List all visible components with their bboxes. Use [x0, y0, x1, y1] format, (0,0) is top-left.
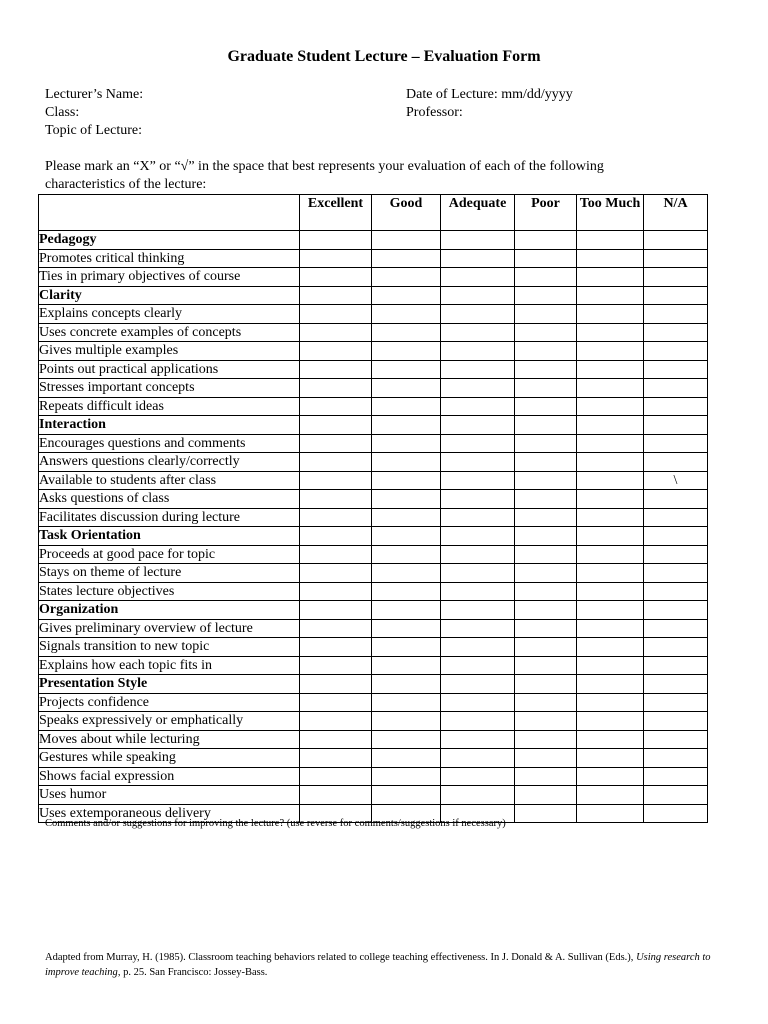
- rating-cell-excellent[interactable]: [300, 508, 372, 527]
- rating-cell-excellent[interactable]: [300, 453, 372, 472]
- section-heading: Organization: [39, 601, 300, 620]
- rating-cell-too-much[interactable]: [577, 342, 644, 361]
- criterion-label: Answers questions clearly/correctly: [39, 453, 300, 472]
- rating-cell-na[interactable]: [644, 564, 708, 583]
- rating-cell-adequate[interactable]: [441, 508, 515, 527]
- rating-cell-na[interactable]: [644, 305, 708, 324]
- rating-cell-na[interactable]: [644, 767, 708, 786]
- citation-italic-2: research to improve teaching: [45, 952, 711, 978]
- header-na: N/A: [644, 195, 708, 231]
- rating-cell-na[interactable]: [644, 749, 708, 768]
- empty-cell: [441, 527, 515, 546]
- rating-cell-excellent[interactable]: [300, 619, 372, 638]
- rating-cell-poor[interactable]: [515, 730, 577, 749]
- rating-cell-adequate[interactable]: [441, 490, 515, 509]
- rating-cell-adequate[interactable]: [441, 638, 515, 657]
- empty-cell: [372, 286, 441, 305]
- criterion-label: Moves about while lecturing: [39, 730, 300, 749]
- rating-cell-na[interactable]: [644, 397, 708, 416]
- info-left-block: [45, 86, 143, 140]
- header-adequate: Adequate: [441, 195, 515, 231]
- rating-cell-poor[interactable]: [515, 268, 577, 287]
- rating-cell-poor[interactable]: [515, 619, 577, 638]
- table-row: [39, 453, 708, 472]
- rating-cell-excellent[interactable]: [300, 545, 372, 564]
- rating-cell-excellent[interactable]: [300, 490, 372, 509]
- empty-cell: [644, 416, 708, 435]
- rating-cell-good[interactable]: [372, 638, 441, 657]
- rating-cell-excellent[interactable]: [300, 268, 372, 287]
- rating-cell-na[interactable]: [644, 360, 708, 379]
- table-row: [39, 434, 708, 453]
- rating-cell-poor[interactable]: [515, 323, 577, 342]
- empty-cell: [441, 416, 515, 435]
- empty-cell: [644, 527, 708, 546]
- table-row: [39, 749, 708, 768]
- rating-cell-too-much[interactable]: [577, 471, 644, 490]
- rating-cell-excellent[interactable]: [300, 379, 372, 398]
- criterion-label: Signals transition to new topic: [39, 638, 300, 657]
- comments-prompt: Comments and/or suggestions for improving the lecture? (use reverse for comments/suggestions if necessary): [45, 818, 506, 829]
- table-row: [39, 305, 708, 324]
- rating-cell-na[interactable]: [644, 804, 708, 823]
- empty-cell: [372, 601, 441, 620]
- rating-cell-adequate[interactable]: [441, 249, 515, 268]
- rating-cell-excellent[interactable]: [300, 564, 372, 583]
- rating-cell-good[interactable]: [372, 767, 441, 786]
- citation-part-1: Adapted from Murray, H. (1985). Classroom teaching behaviors related to college teaching effectiveness. In J. Donald & A. Sullivan (Eds.),: [45, 952, 637, 963]
- empty-cell: [644, 601, 708, 620]
- table-row: [39, 249, 708, 268]
- empty-cell: [515, 416, 577, 435]
- empty-cell: [300, 416, 372, 435]
- criterion-label: Uses extemporaneous delivery: [39, 804, 300, 823]
- rating-cell-poor[interactable]: [515, 638, 577, 657]
- criterion-label: Asks questions of class: [39, 490, 300, 509]
- rating-cell-adequate[interactable]: [441, 434, 515, 453]
- rating-cell-na[interactable]: [644, 342, 708, 361]
- rating-cell-good[interactable]: [372, 712, 441, 731]
- rating-cell-na[interactable]: [644, 249, 708, 268]
- rating-cell-poor[interactable]: [515, 786, 577, 805]
- rating-cell-adequate[interactable]: [441, 656, 515, 675]
- rating-cell-poor[interactable]: [515, 397, 577, 416]
- rating-cell-adequate[interactable]: [441, 582, 515, 601]
- citation-italic-1: Using: [636, 952, 662, 963]
- rating-cell-adequate[interactable]: [441, 360, 515, 379]
- rating-cell-excellent[interactable]: [300, 249, 372, 268]
- criterion-label: Ties in primary objectives of course: [39, 268, 300, 287]
- section-row: [39, 601, 708, 620]
- empty-cell: [300, 675, 372, 694]
- empty-cell: [300, 231, 372, 250]
- empty-cell: [577, 416, 644, 435]
- rating-cell-too-much[interactable]: [577, 749, 644, 768]
- criterion-label: Encourages questions and comments: [39, 434, 300, 453]
- form-title: Graduate Student Lecture – Evaluation Form: [227, 48, 541, 65]
- empty-cell: [300, 527, 372, 546]
- rating-cell-excellent[interactable]: [300, 749, 372, 768]
- rating-cell-good[interactable]: [372, 730, 441, 749]
- rating-cell-poor[interactable]: [515, 749, 577, 768]
- rating-cell-poor[interactable]: [515, 564, 577, 583]
- empty-cell: [372, 527, 441, 546]
- rating-cell-good[interactable]: [372, 323, 441, 342]
- empty-cell: [372, 675, 441, 694]
- rating-cell-too-much[interactable]: [577, 268, 644, 287]
- rating-cell-na[interactable]: [644, 434, 708, 453]
- evaluation-table: [38, 194, 708, 823]
- table-row: [39, 712, 708, 731]
- rating-cell-excellent[interactable]: [300, 638, 372, 657]
- instructions-line-1: Please mark an “X” or “√” in the space that best represents your evaluation of each of the following: [45, 159, 604, 174]
- criterion-label: Available to students after class: [39, 471, 300, 490]
- rating-cell-good[interactable]: [372, 249, 441, 268]
- criterion-label: Facilitates discussion during lecture: [39, 508, 300, 527]
- criterion-label: Uses concrete examples of concepts: [39, 323, 300, 342]
- professor-field: Professor:: [406, 105, 463, 120]
- rating-cell-excellent[interactable]: [300, 730, 372, 749]
- table-row: [39, 323, 708, 342]
- rating-cell-too-much[interactable]: [577, 693, 644, 712]
- rating-cell-adequate[interactable]: [441, 749, 515, 768]
- empty-cell: [441, 286, 515, 305]
- criterion-label: Points out practical applications: [39, 360, 300, 379]
- empty-cell: [577, 286, 644, 305]
- empty-cell: [372, 416, 441, 435]
- table-row: [39, 397, 708, 416]
- rating-cell-good[interactable]: [372, 749, 441, 768]
- section-row: [39, 527, 708, 546]
- empty-cell: [577, 601, 644, 620]
- empty-cell: [441, 231, 515, 250]
- criterion-label: Stays on theme of lecture: [39, 564, 300, 583]
- section-row: [39, 286, 708, 305]
- rating-cell-adequate[interactable]: [441, 379, 515, 398]
- criterion-label: Uses humor: [39, 786, 300, 805]
- info-right-block: [406, 86, 573, 122]
- table-row: [39, 693, 708, 712]
- empty-cell: [577, 675, 644, 694]
- section-heading: Presentation Style: [39, 675, 300, 694]
- rating-cell-na[interactable]: \: [644, 471, 708, 490]
- rating-cell-too-much[interactable]: [577, 656, 644, 675]
- empty-cell: [300, 601, 372, 620]
- rating-cell-good[interactable]: [372, 305, 441, 324]
- criterion-label: Gives multiple examples: [39, 342, 300, 361]
- rating-cell-too-much[interactable]: [577, 434, 644, 453]
- rating-cell-na[interactable]: [644, 730, 708, 749]
- instructions: [45, 158, 735, 194]
- table-row: [39, 508, 708, 527]
- rating-cell-adequate[interactable]: [441, 453, 515, 472]
- table-row: [39, 268, 708, 287]
- rating-cell-poor[interactable]: [515, 693, 577, 712]
- rating-cell-poor[interactable]: [515, 342, 577, 361]
- rating-cell-good[interactable]: [372, 582, 441, 601]
- table-row: [39, 379, 708, 398]
- rating-cell-na[interactable]: [644, 323, 708, 342]
- criterion-label: Gives preliminary overview of lecture: [39, 619, 300, 638]
- rating-cell-adequate[interactable]: [441, 545, 515, 564]
- topic-field: Topic of Lecture:: [45, 123, 142, 138]
- rating-cell-good[interactable]: [372, 397, 441, 416]
- rating-cell-excellent[interactable]: [300, 360, 372, 379]
- table-row: [39, 564, 708, 583]
- rating-cell-excellent[interactable]: [300, 712, 372, 731]
- rating-cell-poor[interactable]: [515, 490, 577, 509]
- rating-cell-na[interactable]: [644, 379, 708, 398]
- rating-cell-too-much[interactable]: [577, 490, 644, 509]
- rating-cell-too-much[interactable]: [577, 730, 644, 749]
- empty-cell: [515, 286, 577, 305]
- rating-cell-good[interactable]: [372, 619, 441, 638]
- lecturer-name-field: Lecturer’s Name:: [45, 87, 144, 102]
- rating-cell-adequate[interactable]: [441, 786, 515, 805]
- rating-cell-good[interactable]: [372, 545, 441, 564]
- rating-cell-too-much[interactable]: [577, 453, 644, 472]
- rating-cell-na[interactable]: [644, 490, 708, 509]
- rating-cell-excellent[interactable]: [300, 323, 372, 342]
- rating-cell-adequate[interactable]: [441, 268, 515, 287]
- rating-cell-too-much[interactable]: [577, 249, 644, 268]
- instructions-line-2: characteristics of the lecture:: [45, 177, 207, 192]
- rating-cell-good[interactable]: [372, 471, 441, 490]
- rating-cell-poor[interactable]: [515, 249, 577, 268]
- rating-cell-poor[interactable]: [515, 471, 577, 490]
- empty-cell: [441, 675, 515, 694]
- rating-cell-too-much[interactable]: [577, 564, 644, 583]
- header-excellent: Excellent: [300, 195, 372, 231]
- rating-cell-na[interactable]: [644, 638, 708, 657]
- table-row: [39, 730, 708, 749]
- section-heading: Task Orientation: [39, 527, 300, 546]
- rating-cell-too-much[interactable]: [577, 379, 644, 398]
- rating-cell-too-much[interactable]: [577, 619, 644, 638]
- rating-cell-adequate[interactable]: [441, 693, 515, 712]
- rating-cell-na[interactable]: [644, 712, 708, 731]
- criterion-label: Projects confidence: [39, 693, 300, 712]
- rating-cell-poor[interactable]: [515, 305, 577, 324]
- rating-cell-good[interactable]: [372, 360, 441, 379]
- rating-cell-adequate[interactable]: [441, 767, 515, 786]
- criterion-label: Repeats difficult ideas: [39, 397, 300, 416]
- date-field: Date of Lecture: mm/dd/yyyy: [406, 87, 573, 102]
- rating-cell-excellent[interactable]: [300, 471, 372, 490]
- empty-cell: [644, 675, 708, 694]
- empty-cell: [644, 231, 708, 250]
- empty-cell: [644, 286, 708, 305]
- empty-cell: [515, 601, 577, 620]
- empty-cell: [300, 286, 372, 305]
- rating-cell-adequate[interactable]: [441, 619, 515, 638]
- criterion-label: Speaks expressively or emphatically: [39, 712, 300, 731]
- table-row: [39, 619, 708, 638]
- table-header-row: [39, 195, 708, 231]
- rating-cell-poor[interactable]: [515, 453, 577, 472]
- criterion-label: Explains how each topic fits in: [39, 656, 300, 675]
- section-row: [39, 675, 708, 694]
- rating-cell-too-much[interactable]: [577, 767, 644, 786]
- rating-cell-excellent[interactable]: [300, 434, 372, 453]
- criterion-label: Stresses important concepts: [39, 379, 300, 398]
- empty-cell: [577, 231, 644, 250]
- rating-cell-poor[interactable]: [515, 508, 577, 527]
- table-row: [39, 582, 708, 601]
- rating-cell-na[interactable]: [644, 656, 708, 675]
- rating-cell-excellent[interactable]: [300, 582, 372, 601]
- rating-cell-adequate[interactable]: [441, 712, 515, 731]
- table-row: [39, 360, 708, 379]
- header-too-much: Too Much: [577, 195, 644, 231]
- rating-cell-na[interactable]: [644, 582, 708, 601]
- header-good: Good: [372, 195, 441, 231]
- header-poor: Poor: [515, 195, 577, 231]
- rating-cell-na[interactable]: [644, 545, 708, 564]
- rating-cell-adequate[interactable]: [441, 564, 515, 583]
- table-row: [39, 545, 708, 564]
- rating-cell-adequate[interactable]: [441, 471, 515, 490]
- rating-cell-adequate[interactable]: [441, 305, 515, 324]
- citation-part-2: , p. 25. San Francisco: Jossey-Bass.: [117, 967, 268, 978]
- rating-cell-poor[interactable]: [515, 582, 577, 601]
- rating-cell-good[interactable]: [372, 564, 441, 583]
- table-body: [39, 231, 708, 823]
- rating-cell-good[interactable]: [372, 786, 441, 805]
- table-row: [39, 471, 708, 490]
- section-row: [39, 416, 708, 435]
- empty-cell: [441, 601, 515, 620]
- table-row: [39, 656, 708, 675]
- rating-cell-poor[interactable]: [515, 434, 577, 453]
- rating-cell-excellent[interactable]: [300, 767, 372, 786]
- criterion-label: Shows facial expression: [39, 767, 300, 786]
- rating-cell-good[interactable]: [372, 656, 441, 675]
- empty-cell: [577, 527, 644, 546]
- rating-cell-na[interactable]: [644, 508, 708, 527]
- rating-cell-too-much[interactable]: [577, 582, 644, 601]
- section-heading: Pedagogy: [39, 231, 300, 250]
- rating-cell-good[interactable]: [372, 490, 441, 509]
- rating-cell-adequate[interactable]: [441, 730, 515, 749]
- class-field: Class:: [45, 105, 80, 120]
- header-blank: [39, 195, 300, 231]
- table-row: [39, 786, 708, 805]
- table-row: [39, 490, 708, 509]
- criterion-label: Proceeds at good pace for topic: [39, 545, 300, 564]
- rating-cell-excellent[interactable]: [300, 397, 372, 416]
- criterion-label: Gestures while speaking: [39, 749, 300, 768]
- rating-cell-adequate[interactable]: [441, 323, 515, 342]
- rating-cell-poor[interactable]: [515, 656, 577, 675]
- empty-cell: [515, 675, 577, 694]
- rating-cell-excellent[interactable]: [300, 693, 372, 712]
- rating-cell-good[interactable]: [372, 434, 441, 453]
- empty-cell: [515, 527, 577, 546]
- rating-cell-poor[interactable]: [515, 712, 577, 731]
- rating-cell-good[interactable]: [372, 453, 441, 472]
- criterion-label: States lecture objectives: [39, 582, 300, 601]
- empty-cell: [372, 231, 441, 250]
- rating-cell-too-much[interactable]: [577, 360, 644, 379]
- rating-cell-too-much[interactable]: [577, 712, 644, 731]
- rating-cell-too-much[interactable]: [577, 545, 644, 564]
- rating-cell-too-much[interactable]: [577, 305, 644, 324]
- citation-footer: [45, 950, 725, 980]
- criterion-label: Explains concepts clearly: [39, 305, 300, 324]
- rating-cell-poor[interactable]: [515, 379, 577, 398]
- empty-cell: [515, 231, 577, 250]
- rating-cell-good[interactable]: [372, 342, 441, 361]
- criterion-label: Promotes critical thinking: [39, 249, 300, 268]
- rating-cell-poor[interactable]: [515, 545, 577, 564]
- rating-cell-excellent[interactable]: [300, 305, 372, 324]
- rating-cell-too-much[interactable]: [577, 323, 644, 342]
- section-row: [39, 231, 708, 250]
- rating-cell-na[interactable]: [644, 453, 708, 472]
- rating-cell-excellent[interactable]: [300, 656, 372, 675]
- table-row: [39, 767, 708, 786]
- rating-cell-too-much[interactable]: [577, 804, 644, 823]
- rating-cell-excellent[interactable]: [300, 342, 372, 361]
- rating-cell-too-much[interactable]: [577, 786, 644, 805]
- rating-cell-too-much[interactable]: [577, 638, 644, 657]
- section-heading: Interaction: [39, 416, 300, 435]
- rating-cell-poor[interactable]: [515, 804, 577, 823]
- table-row: [39, 342, 708, 361]
- table-row: [39, 638, 708, 657]
- rating-cell-adequate[interactable]: [441, 397, 515, 416]
- rating-cell-too-much[interactable]: [577, 397, 644, 416]
- rating-cell-adequate[interactable]: [441, 342, 515, 361]
- rating-cell-na[interactable]: [644, 786, 708, 805]
- rating-cell-excellent[interactable]: [300, 786, 372, 805]
- rating-cell-poor[interactable]: [515, 767, 577, 786]
- rating-cell-na[interactable]: [644, 619, 708, 638]
- rating-cell-na[interactable]: [644, 693, 708, 712]
- rating-cell-na[interactable]: [644, 268, 708, 287]
- rating-cell-too-much[interactable]: [577, 508, 644, 527]
- rating-cell-good[interactable]: [372, 508, 441, 527]
- rating-cell-poor[interactable]: [515, 360, 577, 379]
- section-heading: Clarity: [39, 286, 300, 305]
- rating-cell-good[interactable]: [372, 693, 441, 712]
- rating-cell-good[interactable]: [372, 379, 441, 398]
- rating-cell-good[interactable]: [372, 268, 441, 287]
